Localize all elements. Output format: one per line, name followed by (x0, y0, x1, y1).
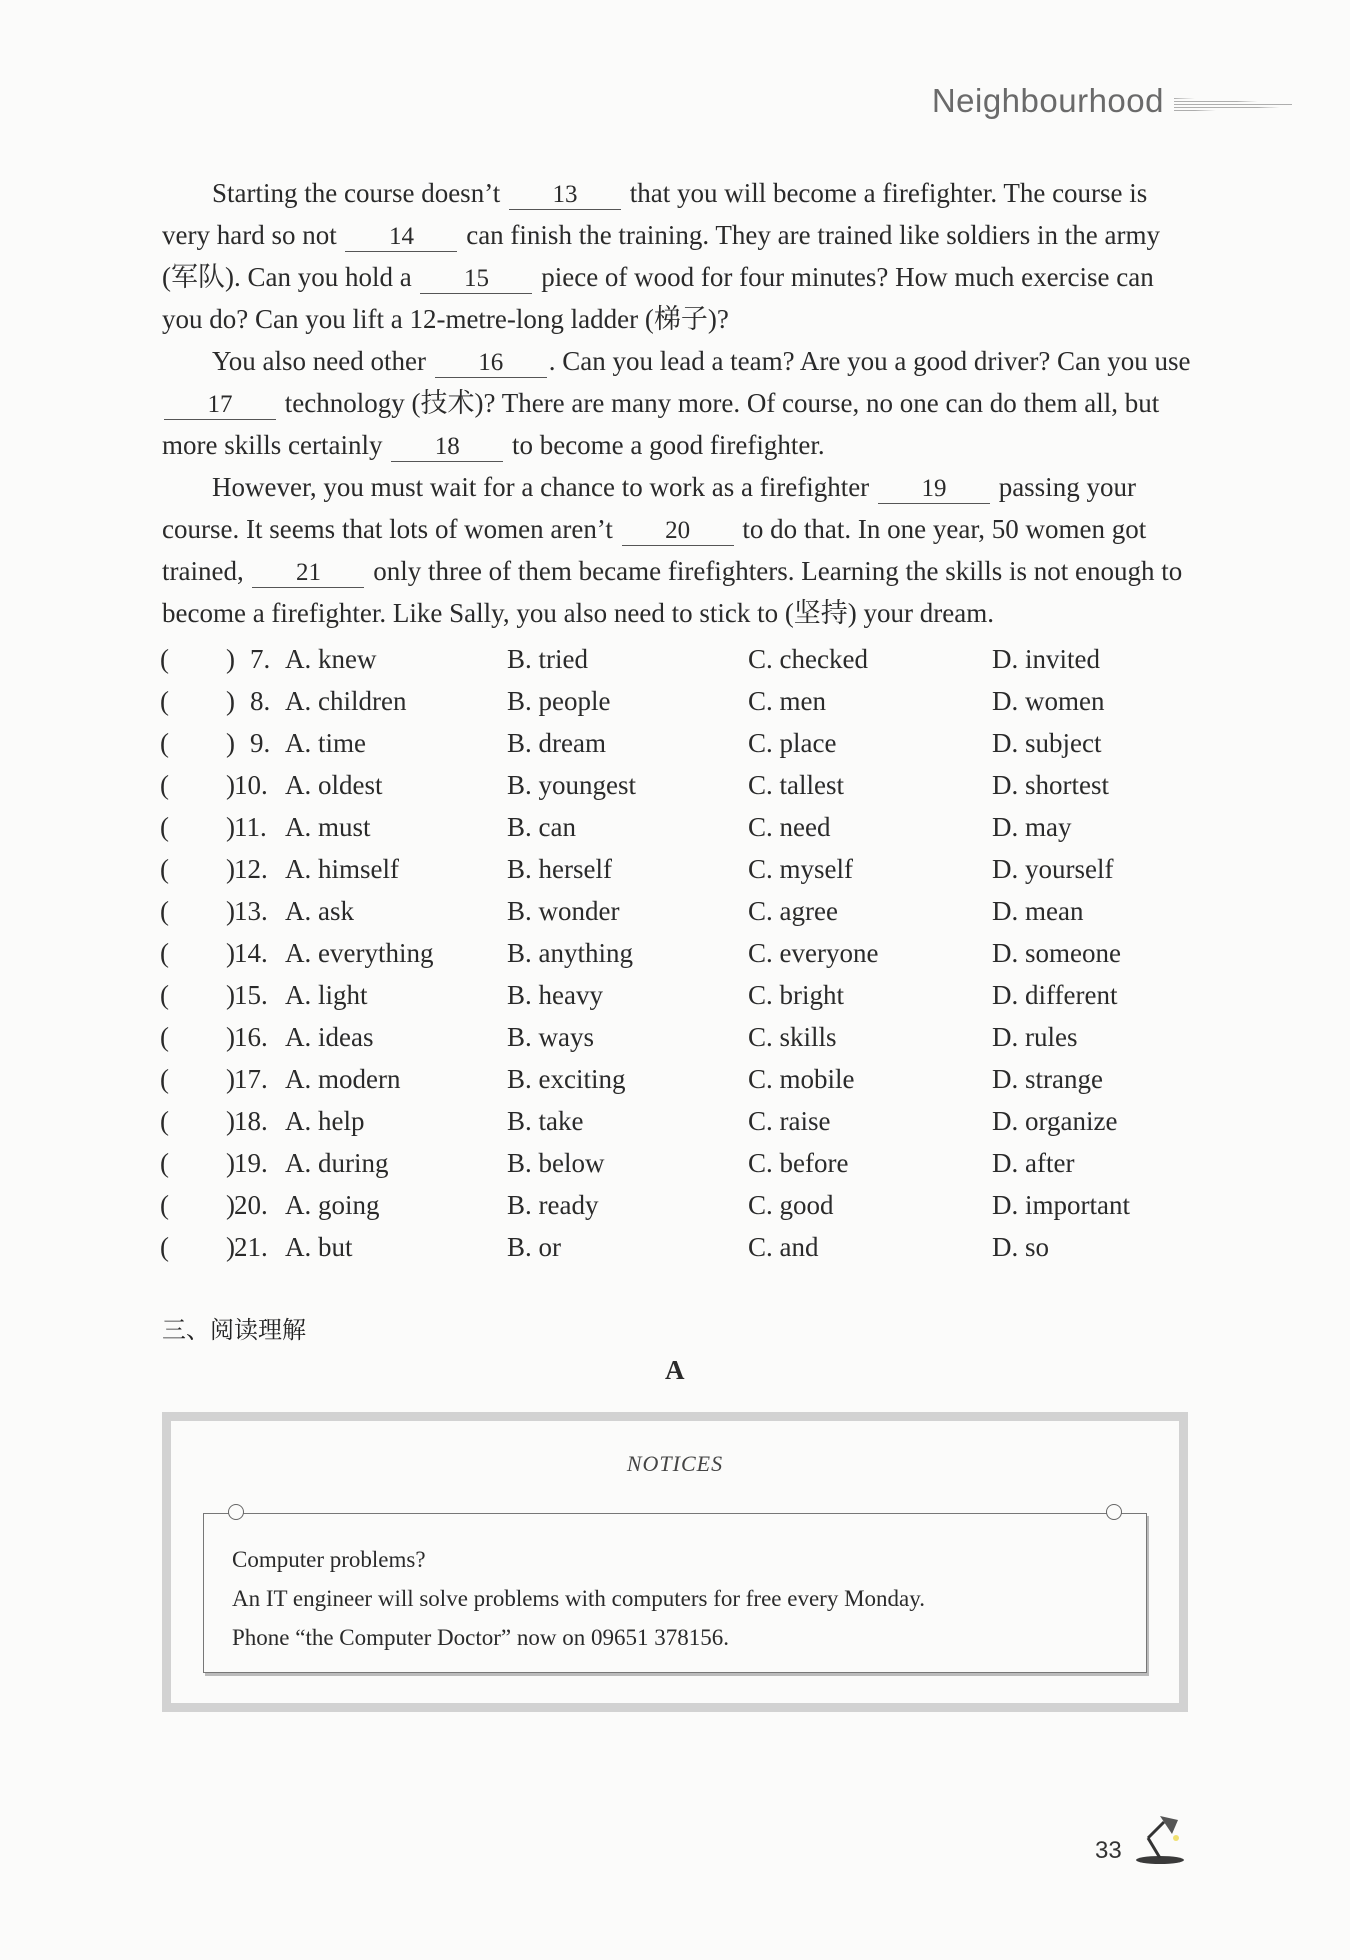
answer-paren-open: ( (160, 1022, 169, 1052)
option-a: A. time (285, 728, 366, 758)
question-number: 10. (234, 770, 268, 800)
option-a: A. ask (285, 896, 354, 926)
question-number: 20. (234, 1190, 268, 1220)
blank-20: 20 (622, 517, 734, 546)
passage-text: Starting the course doesn’t (212, 178, 501, 208)
question-number: 18. (234, 1106, 268, 1136)
option-c: C. mobile (748, 1064, 855, 1094)
option-d: D. organize (992, 1106, 1118, 1136)
question-number: 11. (234, 812, 267, 842)
option-c: C. bright (748, 980, 845, 1010)
pin-icon (228, 1504, 244, 1520)
notice-line: Computer problems? (232, 1547, 426, 1572)
question-number: 8. (250, 686, 271, 716)
question-number: 15. (234, 980, 268, 1010)
option-b: B. or (507, 1232, 561, 1262)
answer-paren-open: ( (160, 854, 169, 884)
answer-paren-close: ) (226, 1022, 235, 1052)
passage-text: passing your course. It seems that lots of women aren’t (162, 472, 1136, 544)
notice-heading: NOTICES (626, 1451, 724, 1476)
option-c: C. place (748, 728, 837, 758)
answer-paren-open: ( (160, 686, 169, 716)
option-d: D. mean (992, 896, 1084, 926)
option-a: A. ideas (285, 1022, 374, 1052)
passage-text: technology (技术)? There are many more. Of course, no one can do them all, but more skills certainly (162, 388, 1160, 460)
question-number: 7. (250, 644, 271, 674)
question-number: 13. (234, 896, 268, 926)
option-c: C. tallest (748, 770, 844, 800)
option-a: A. modern (285, 1064, 401, 1094)
answer-paren-close: ) (226, 980, 235, 1010)
page-header (932, 82, 1292, 120)
question-number: 12. (234, 854, 268, 884)
blank-19: 19 (878, 475, 990, 504)
answer-paren-open: ( (160, 1190, 169, 1220)
notice-board (162, 1412, 1188, 1712)
option-c: C. good (748, 1190, 834, 1220)
option-b: B. ways (507, 1022, 594, 1052)
passage-text: only three of them became firefighters. Learning the skills is not enough to become a firefighter. Like Sally, you also need to stick to (坚持) your dream. (162, 556, 1183, 628)
option-c: C. need (748, 812, 831, 842)
section-title: 三、阅读理解 (162, 1316, 306, 1344)
blank-21: 21 (252, 559, 364, 588)
question-number: 17. (234, 1064, 268, 1094)
header-decoration (1174, 98, 1292, 112)
option-d: D. shortest (992, 770, 1109, 800)
answer-paren-close: ) (226, 938, 235, 968)
option-a: A. during (285, 1148, 389, 1178)
option-b: B. herself (507, 854, 612, 884)
answer-paren-close: ) (226, 1148, 235, 1178)
question-number: 16. (234, 1022, 268, 1052)
option-a: A. oldest (285, 770, 383, 800)
option-a: A. light (285, 980, 368, 1010)
answer-paren-close: ) (226, 1064, 235, 1094)
passage-text: can finish the training. They are trained like soldiers in the army (军队). Can you hold a (162, 220, 1161, 292)
option-a: A. going (285, 1190, 380, 1220)
option-d: D. rules (992, 1022, 1078, 1052)
answer-paren-open: ( (160, 896, 169, 926)
answer-paren-close: ) (226, 896, 235, 926)
answer-paren-close: ) (226, 728, 235, 758)
answer-paren-open: ( (160, 770, 169, 800)
option-c: C. before (748, 1148, 849, 1178)
option-c: C. and (748, 1232, 819, 1262)
answer-paren-close: ) (226, 644, 235, 674)
question-number: 19. (234, 1148, 268, 1178)
answer-paren-open: ( (160, 1232, 169, 1262)
option-b: B. take (507, 1106, 584, 1136)
option-b: B. ready (507, 1190, 599, 1220)
option-a: A. himself (285, 854, 399, 884)
option-c: C. skills (748, 1022, 837, 1052)
notice-card (203, 1513, 1147, 1673)
option-c: C. everyone (748, 938, 879, 968)
passage-text: that you will become a firefighter. The course is very hard so not (162, 178, 1148, 250)
passage-text: . Can you lead a team? Are you a good driver? Can you use (548, 346, 1191, 376)
option-d: D. may (992, 812, 1072, 842)
header-title: Neighbourhood (931, 82, 1164, 119)
option-d: D. after (992, 1148, 1075, 1178)
option-d: D. different (992, 980, 1118, 1010)
option-b: B. anything (507, 938, 633, 968)
option-d: D. strange (992, 1064, 1103, 1094)
option-a: A. knew (285, 644, 377, 674)
answer-paren-open: ( (160, 644, 169, 674)
answer-paren-open: ( (160, 1064, 169, 1094)
option-b: B. dream (507, 728, 606, 758)
answer-paren-close: ) (226, 686, 235, 716)
answer-paren-open: ( (160, 728, 169, 758)
question-number: 14. (234, 938, 268, 968)
paragraph-2 (162, 340, 1192, 466)
option-d: D. so (992, 1232, 1050, 1262)
passage-text: You also need other (212, 346, 426, 376)
passage-text: to do that. In one year, 50 women got trained, (162, 514, 1147, 586)
blank-17: 17 (164, 391, 276, 420)
cloze-passage (162, 172, 1192, 634)
option-c: C. raise (748, 1106, 831, 1136)
answer-paren-open: ( (160, 980, 169, 1010)
answer-paren-open: ( (160, 1148, 169, 1178)
answer-paren-close: ) (226, 770, 235, 800)
question-number: 21. (234, 1232, 268, 1262)
option-b: B. can (507, 812, 576, 842)
answer-paren-open: ( (160, 1106, 169, 1136)
option-b: B. tried (507, 644, 588, 674)
notice-text (232, 1540, 925, 1657)
answer-paren-close: ) (226, 1106, 235, 1136)
option-a: A. children (285, 686, 407, 716)
desk-lamp-icon (1130, 1810, 1190, 1866)
option-d: D. yourself (992, 854, 1114, 884)
option-c: C. checked (748, 644, 868, 674)
option-a: A. must (285, 812, 371, 842)
paragraph-1 (162, 172, 1192, 340)
passage-text: piece of wood for four minutes? How much exercise can you do? Can you lift a 12-metre-long ladder (梯子)? (162, 262, 1154, 334)
passage-text: to become a good firefighter. (511, 430, 825, 460)
answer-paren-open: ( (160, 938, 169, 968)
answer-paren-close: ) (226, 854, 235, 884)
option-a: A. but (285, 1232, 353, 1262)
option-d: D. women (992, 686, 1105, 716)
passage-letter: A (665, 1355, 685, 1385)
blank-18: 18 (391, 433, 503, 462)
option-c: C. agree (748, 896, 838, 926)
blank-14: 14 (345, 223, 457, 252)
passage-text: However, you must wait for a chance to work as a firefighter (212, 472, 870, 502)
blank-15: 15 (420, 265, 532, 294)
option-a: A. help (285, 1106, 365, 1136)
page-number: 33 (1095, 1837, 1122, 1864)
option-d: D. someone (992, 938, 1121, 968)
blank-13: 13 (509, 181, 621, 210)
option-c: C. men (748, 686, 826, 716)
answer-paren-close: ) (226, 1190, 235, 1220)
option-d: D. subject (992, 728, 1102, 758)
option-b: B. wonder (507, 896, 620, 926)
paragraph-3 (162, 466, 1192, 634)
option-b: B. heavy (507, 980, 603, 1010)
answer-paren-close: ) (226, 1232, 235, 1262)
option-b: B. below (507, 1148, 605, 1178)
option-b: B. people (507, 686, 611, 716)
option-d: D. important (992, 1190, 1130, 1220)
option-c: C. myself (748, 854, 853, 884)
question-number: 9. (250, 728, 271, 758)
option-b: B. youngest (507, 770, 637, 800)
option-a: A. everything (285, 938, 434, 968)
answer-paren-close: ) (226, 812, 235, 842)
option-b: B. exciting (507, 1064, 626, 1094)
notice-line: An IT engineer will solve problems with computers for free every Monday. (232, 1586, 925, 1611)
blank-16: 16 (435, 349, 547, 378)
notice-line: Phone “the Computer Doctor” now on 09651 378156. (232, 1625, 729, 1650)
pin-icon (1106, 1504, 1122, 1520)
answer-paren-open: ( (160, 812, 169, 842)
option-d: D. invited (992, 644, 1100, 674)
